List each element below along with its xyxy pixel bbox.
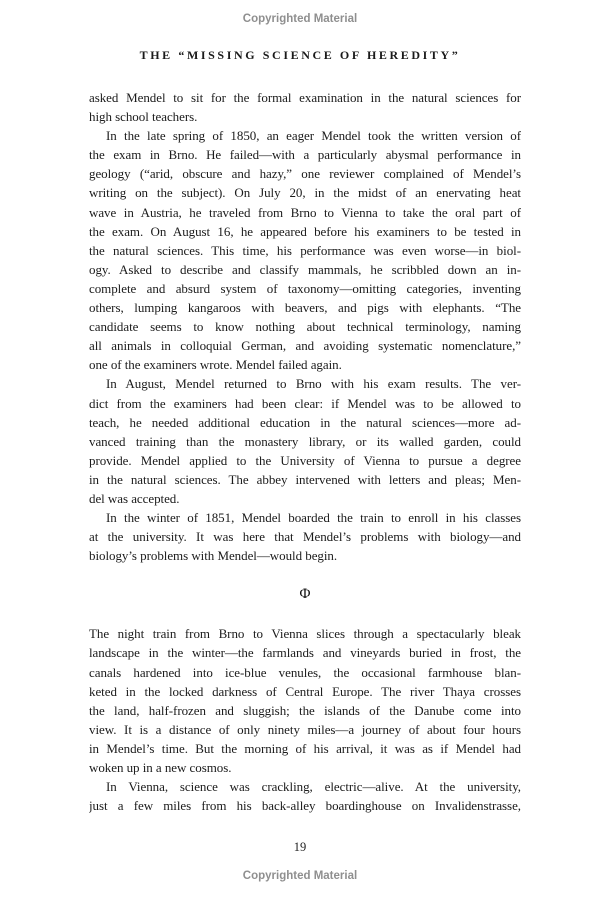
- text-line: high school teachers.: [89, 109, 198, 125]
- text-line: woken up in a new cosmos.: [89, 760, 232, 775]
- text-line: The night train from Brno to Vienna slices through a spectacularly bleak: [89, 626, 521, 642]
- copyright-notice-top: Copyrighted Material: [242, 13, 358, 25]
- text-line: landscape in the winter—the farmlands and vineyards buried in frost, the: [89, 645, 521, 661]
- text-line: In Vienna, science was crackling, electric—alive. At the university,: [106, 779, 521, 795]
- text-line: In the late spring of 1850, an eager Mendel took the written version of: [106, 128, 521, 144]
- text-line: keted in the locked darkness of Central Europe. The river Thaya crosses: [89, 683, 521, 699]
- paragraph: [89, 374, 521, 508]
- text-line: In August, Mendel returned to Brno with his exam results. The ver-: [106, 376, 521, 392]
- text-line: view. It is a distance of only ninety miles—a journey of about four hours: [89, 721, 521, 737]
- text-line: others, lumping kangaroos with beavers, and pigs with elephants. “The: [89, 300, 521, 316]
- text-line: provide. Mendel applied to the University of Vienna to pursue a degree: [89, 452, 521, 468]
- chapter-running-head: THE “MISSING SCIENCE OF HEREDITY”: [139, 48, 461, 62]
- paragraph: [89, 777, 521, 815]
- paragraph: [89, 88, 521, 126]
- text-line: del was accepted.: [89, 490, 180, 506]
- text-line: dict from the examiners had been clear: if Mendel was to be allowed to: [89, 395, 521, 411]
- text-line: all animals in colloquial German, and avoiding systematic nomenclature,”: [89, 338, 521, 354]
- text-line: biology’s problems with Mendel—would begin.: [89, 548, 338, 564]
- body-text: [89, 88, 521, 815]
- text-line: writing on the subject). On July 20, in the midst of an enervating heat: [89, 185, 521, 201]
- text-line: complete and absurd system of taxonomy—omitting categories, inventing: [89, 280, 521, 296]
- text-line: geology (“arid, obscure and hazy,” one reviewer complained of Mendel’s: [89, 166, 521, 182]
- section-divider: [89, 565, 521, 624]
- text-line: just a few miles from his back-alley boardinghouse on Invalidenstrasse,: [89, 798, 521, 814]
- paragraph: [89, 126, 521, 374]
- text-line: candidate seems to know nothing about technical terminology, naming: [89, 319, 521, 335]
- copyright-notice-bottom: Copyrighted Material: [242, 870, 358, 882]
- text-line: one of the examiners wrote. Mendel failed again.: [89, 357, 342, 373]
- text-line: in Mendel’s time. But the morning of his arrival, it was as if Mendel had: [89, 740, 521, 756]
- text-line: wave in Austria, he traveled from Brno to Vienna to take the oral part of: [89, 204, 521, 220]
- text-line: the land, half-frozen and sluggish; the islands of the Danube come into: [89, 702, 521, 718]
- text-line: the exam in Brno. He failed—with a particularly abysmal performance in: [89, 147, 521, 163]
- text-line: ogy. Asked to describe and classify mammals, he scribbled down an in-: [89, 261, 521, 277]
- text-line: at the university. It was here that Mendel’s problems with biology—and: [89, 529, 521, 545]
- text-line: In the winter of 1851, Mendel boarded the train to enroll in his classes: [106, 510, 521, 526]
- page-number: 19: [293, 840, 307, 854]
- text-line: asked Mendel to sit for the formal examination in the natural sciences for: [89, 90, 521, 105]
- section-divider-glyph: Φ: [299, 586, 311, 603]
- paragraph: [89, 624, 521, 777]
- text-line: in the natural sciences. The abbey intervened with letters and pleas; Men-: [89, 471, 521, 487]
- text-line: vanced training than the monastery library, or its walled garden, could: [89, 433, 521, 449]
- text-line: teach, he needed additional education in the natural sciences—more ad-: [89, 414, 521, 430]
- text-line: canals hardened into ice-blue venules, the occasional farmhouse blan-: [89, 664, 521, 680]
- paragraph: [89, 508, 521, 565]
- text-line: the exam. On August 16, he appeared before his examiners to be tested in: [89, 223, 521, 239]
- text-line: the natural sciences. This time, his performance was even worse—in biol-: [89, 242, 521, 258]
